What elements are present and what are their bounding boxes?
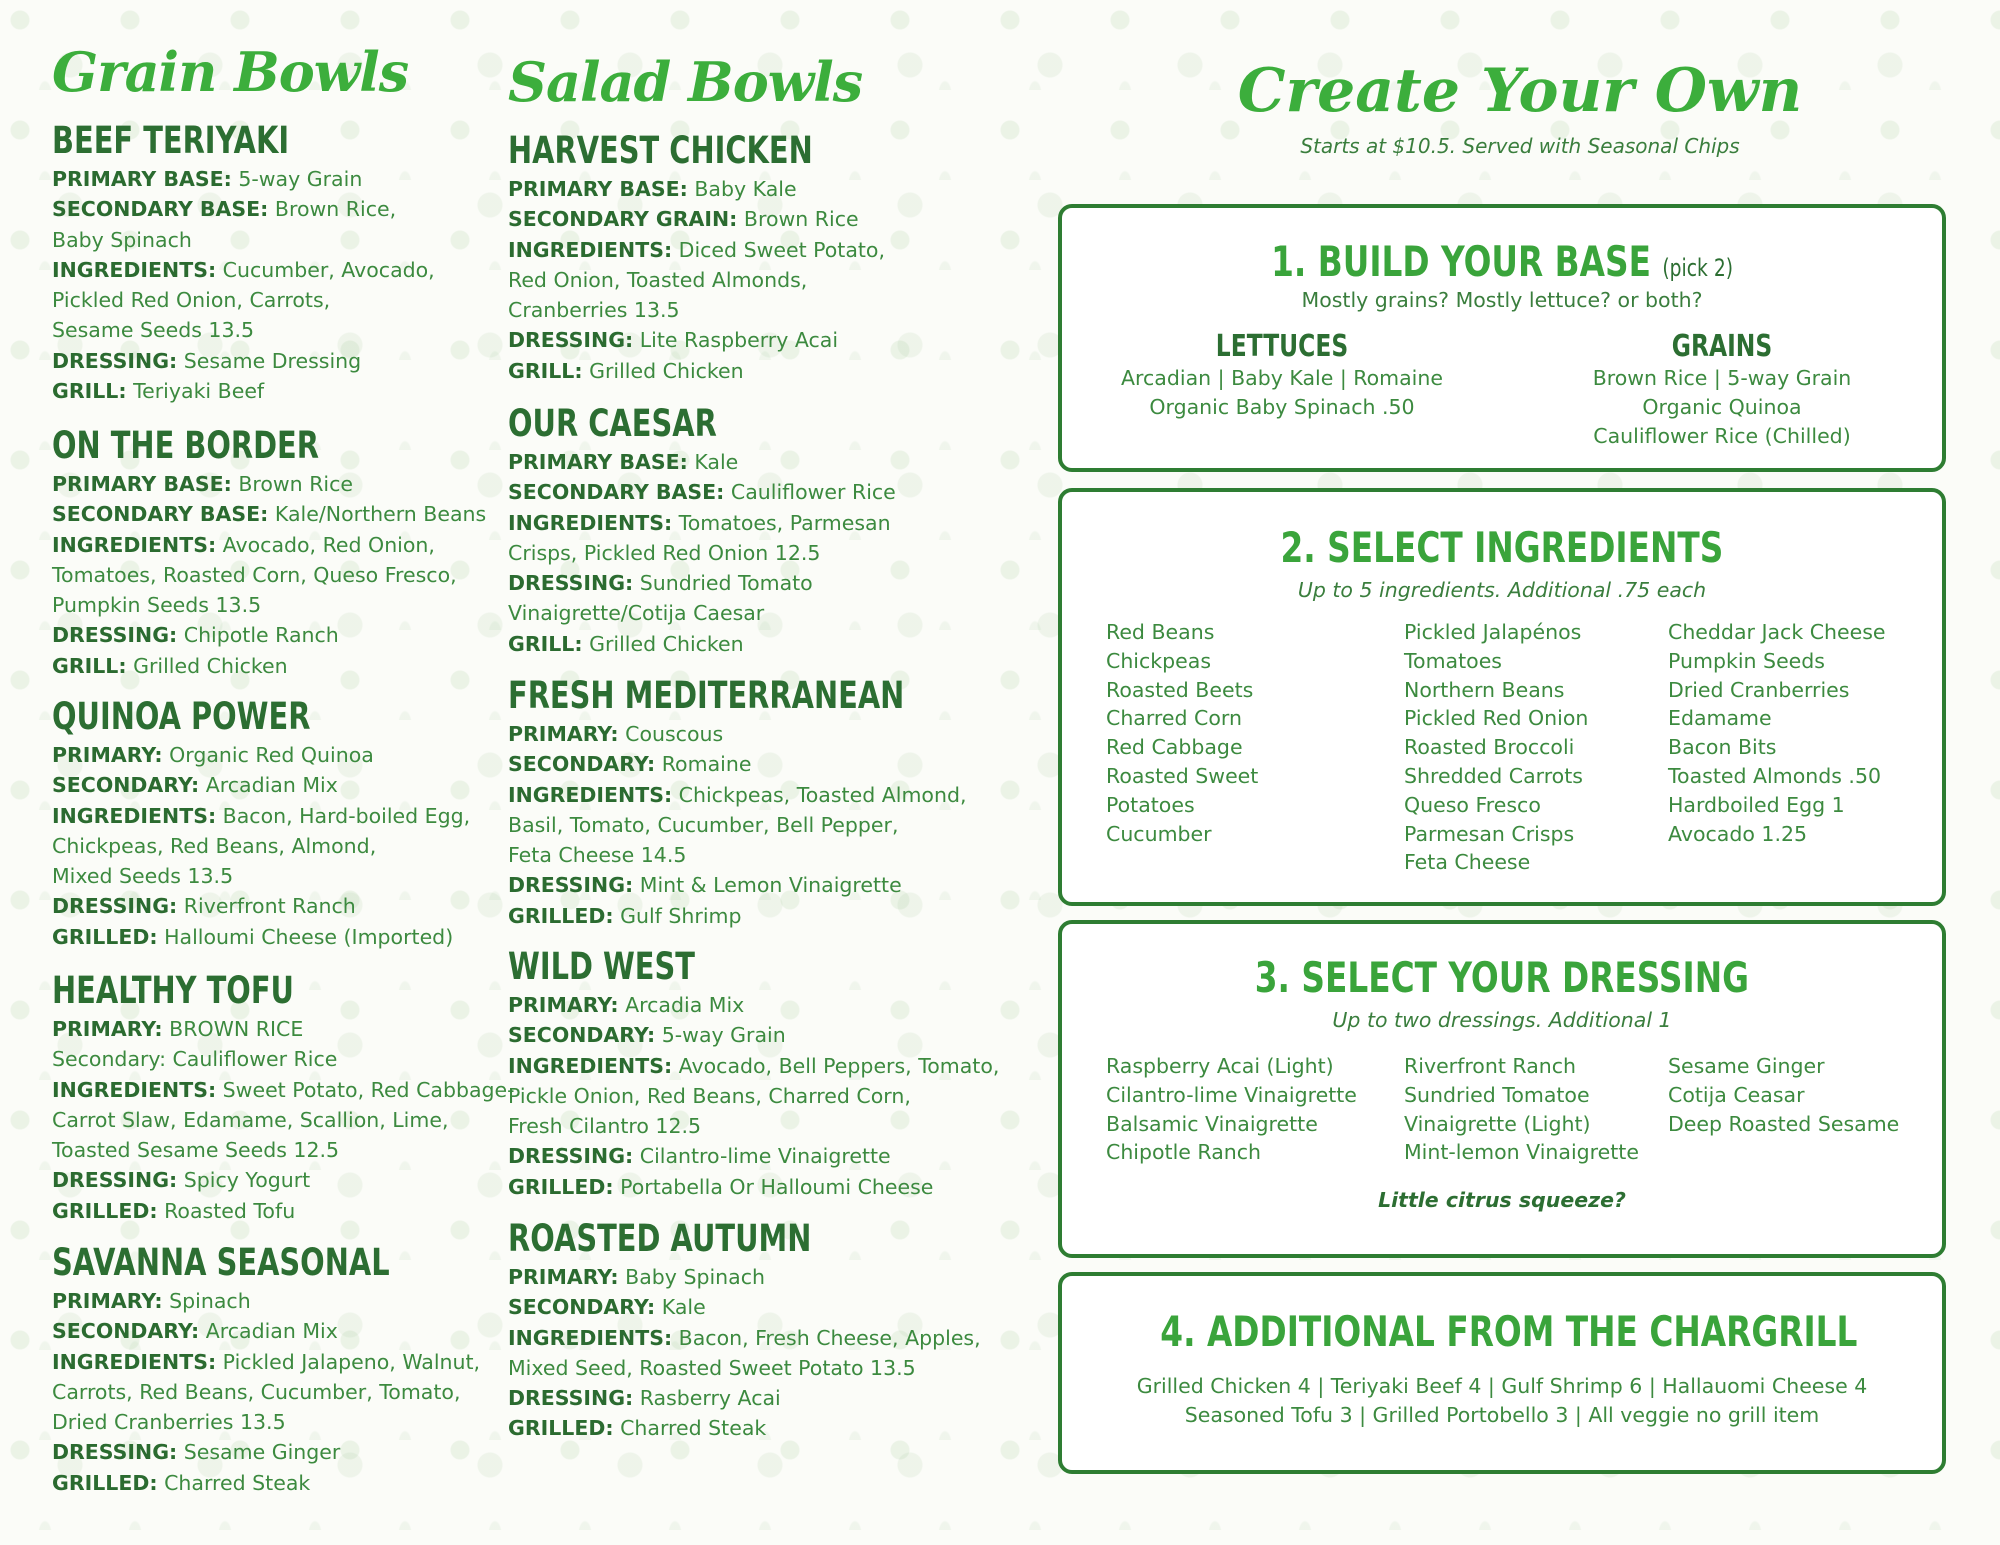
menu-item-line xyxy=(508,356,978,386)
line-label: GRILLED: xyxy=(52,1470,158,1495)
option-item: Raspberry Acai (Light) xyxy=(1106,1054,1334,1078)
menu-item-name: OUR CAESAR xyxy=(508,402,717,445)
line-label: PRIMARY BASE: xyxy=(52,472,232,496)
line-text: Sesame Dressing xyxy=(177,348,362,373)
line-text: Mint & Lemon Vinaigrette xyxy=(633,873,902,898)
line-text: Rasberry Acai xyxy=(633,1386,781,1411)
line-text: Carrot Slaw, Edamame, Scallion, Lime, xyxy=(52,1107,449,1132)
menu-item-line xyxy=(508,1020,978,1050)
option-item: Pickled Red Onion xyxy=(1404,706,1589,731)
menu-item-line xyxy=(508,295,978,325)
option-item: Toasted Almonds .50 xyxy=(1668,763,1882,788)
build-base-title-text: 1. BUILD YOUR BASE xyxy=(1271,237,1651,286)
menu-item-line xyxy=(508,719,978,749)
line-label: DRESSING: xyxy=(52,1440,178,1465)
line-text: Sesame Ginger xyxy=(177,1440,341,1465)
menu-item-name: ON THE BORDER xyxy=(52,424,319,467)
line-label: INGREDIENTS: xyxy=(52,1077,217,1102)
line-text: Arcadian Mix xyxy=(199,773,338,798)
menu-item-line xyxy=(508,1323,981,1353)
menu-item-line xyxy=(52,770,492,800)
menu-item-line xyxy=(52,1377,492,1407)
line-label: GRILL: xyxy=(508,631,583,656)
menu-item-line xyxy=(52,285,492,315)
option-item: Pickled Jalapénos xyxy=(1404,620,1582,644)
menu-item xyxy=(508,403,978,659)
build-base-title xyxy=(1271,238,1733,292)
line-text: Lite Raspberry Acai xyxy=(633,328,839,353)
menu-item-line xyxy=(508,508,978,538)
line-label: GRILL: xyxy=(508,358,583,383)
grain-line: Organic Quinoa xyxy=(1642,395,1802,419)
option-item: Sundried Tomatoe xyxy=(1404,1082,1590,1107)
menu-item-line xyxy=(508,780,978,810)
line-label: INGREDIENTS: xyxy=(508,1053,673,1078)
lettuces-group xyxy=(1092,330,1472,422)
line-text: Feta Cheese 14.5 xyxy=(508,843,687,868)
line-label: SECONDARY: xyxy=(508,752,656,777)
line-label: SECONDARY: xyxy=(508,1295,656,1320)
menu-item-line xyxy=(52,1196,492,1226)
menu-item-line xyxy=(508,810,978,840)
menu-item-line xyxy=(52,801,492,831)
menu-item-line xyxy=(508,477,978,507)
line-text: Romaine xyxy=(655,752,752,777)
line-text: Grilled Chicken xyxy=(126,653,288,678)
menu-item xyxy=(52,425,492,681)
line-text: Toasted Sesame Seeds 12.5 xyxy=(52,1138,340,1163)
select-ingredients-box xyxy=(1058,488,1946,906)
dressings-column-3 xyxy=(1668,1052,1899,1138)
menu-item-line xyxy=(508,870,978,900)
menu-item-line xyxy=(508,1081,978,1111)
line-text: Cucumber, Avocado, xyxy=(216,257,435,282)
line-text: Halloumi Cheese (Imported) xyxy=(157,924,454,949)
option-item: Sesame Ginger xyxy=(1668,1054,1825,1078)
line-text: Secondary: Cauliflower Rice xyxy=(52,1047,338,1072)
line-text: Diced Sweet Potato, xyxy=(672,237,885,262)
menu-item-line xyxy=(508,840,978,870)
line-label: DRESSING: xyxy=(508,1144,634,1169)
menu-item-name: WILD WEST xyxy=(508,945,695,988)
line-text: Cranberries 13.5 xyxy=(508,298,680,323)
menu-item-line xyxy=(508,1051,1000,1081)
option-item: Cheddar Jack Cheese xyxy=(1668,620,1886,644)
line-text: Avocado, Red Onion, xyxy=(216,532,435,557)
option-item: Shredded Carrots xyxy=(1404,763,1583,788)
menu-item-line xyxy=(52,346,492,376)
menu-item-line xyxy=(52,1437,492,1467)
create-your-own-title: Create Your Own xyxy=(1237,56,1803,126)
option-item: Cilantro-lime Vinaigrette xyxy=(1106,1082,1357,1107)
menu-item-line xyxy=(508,265,978,295)
line-label: INGREDIENTS: xyxy=(508,510,673,535)
grain-line: Cauliflower Rice (Chilled) xyxy=(1593,424,1851,448)
option-item: Balsamic Vinaigrette xyxy=(1106,1111,1318,1136)
pick-count: (pick 2) xyxy=(1662,254,1733,282)
menu-item-name: SAVANNA SEASONAL xyxy=(52,1241,390,1284)
citrus-note: Little citrus squeeze? xyxy=(1378,1188,1626,1212)
line-text: 5-way Grain xyxy=(231,167,363,191)
option-item: Hardboiled Egg 1 xyxy=(1668,792,1845,817)
line-label: DRESSING: xyxy=(52,623,178,648)
line-label: GRILLED: xyxy=(508,903,614,928)
grain-bowls-title: Grain Bowls xyxy=(52,40,409,104)
menu-item-line xyxy=(52,891,492,921)
menu-item-line xyxy=(52,194,492,224)
line-text: Tomatoes, Roasted Corn, Queso Fresco, xyxy=(52,562,457,587)
menu-item-line xyxy=(508,204,978,234)
line-text: Baby Kale xyxy=(687,177,797,201)
line-text: Mixed Seed, Roasted Sweet Potato 13.5 xyxy=(508,1355,916,1380)
menu-item-line xyxy=(52,861,492,891)
menu-item-line xyxy=(52,620,492,650)
menu-item-line xyxy=(52,469,492,499)
line-text: Red Onion, Toasted Almonds, xyxy=(508,267,808,292)
grains-heading: GRAINS xyxy=(1671,329,1773,364)
menu-item-line xyxy=(52,1105,492,1135)
line-label: PRIMARY BASE: xyxy=(52,167,232,191)
line-text: Grilled Chicken xyxy=(582,631,744,656)
line-text: Spinach xyxy=(162,1289,251,1313)
menu-item-name: FRESH MEDITERRANEAN xyxy=(508,674,905,717)
menu-item xyxy=(52,696,492,952)
option-item: Parmesan Crisps xyxy=(1404,821,1575,846)
line-text: Avocado, Bell Peppers, Tomato, xyxy=(672,1053,1000,1078)
select-ingredients-title: 2. SELECT INGREDIENTS xyxy=(1280,523,1724,572)
line-text: Grilled Chicken xyxy=(582,358,744,383)
menu-item-name: ROASTED AUTUMN xyxy=(508,1217,812,1260)
line-label: DRESSING: xyxy=(52,348,178,373)
menu-item-line xyxy=(52,530,492,560)
option-item: Riverfront Ranch xyxy=(1404,1054,1577,1078)
line-label: INGREDIENTS: xyxy=(52,532,217,557)
line-text: Sundried Tomato xyxy=(633,571,813,596)
line-label: SECONDARY: xyxy=(508,1023,656,1048)
menu-item-line xyxy=(508,174,978,204)
lettuces-heading: LETTUCES xyxy=(1215,329,1349,364)
menu-item-line xyxy=(52,1165,492,1195)
menu-item-line xyxy=(52,1407,492,1437)
menu-item xyxy=(508,675,978,931)
option-item: Cotija Ceasar xyxy=(1668,1082,1805,1107)
option-item: Queso Fresco xyxy=(1404,792,1541,817)
line-label: INGREDIENTS: xyxy=(508,782,673,807)
menu-item-name: QUINOA POWER xyxy=(52,695,311,738)
line-text: Portabella Or Halloumi Cheese xyxy=(613,1174,934,1199)
line-label: PRIMARY: xyxy=(52,1289,163,1313)
menu-item-line xyxy=(508,629,978,659)
menu-item-line xyxy=(508,1292,978,1322)
line-label: SECONDARY BASE: xyxy=(508,480,725,505)
ingredients-column-2 xyxy=(1404,618,1588,877)
line-text: Pumpkin Seeds 13.5 xyxy=(52,593,262,618)
menu-item-line xyxy=(52,651,492,681)
line-text: Cilantro-lime Vinaigrette xyxy=(633,1144,891,1169)
menu-item-line xyxy=(508,1262,978,1292)
menu-item-line xyxy=(52,1316,492,1346)
menu-item xyxy=(508,1217,981,1444)
dressings-column-2 xyxy=(1404,1052,1639,1167)
line-text: Couscous xyxy=(618,722,724,746)
menu-item-line xyxy=(508,568,978,598)
line-label: SECONDARY BASE: xyxy=(52,502,269,527)
option-item: Deep Roasted Sesame xyxy=(1668,1111,1900,1136)
menu-item-line xyxy=(508,1353,978,1383)
line-text: Cauliflower Rice xyxy=(724,480,896,505)
chargrill-line-2: Seasoned Tofu 3 | Grilled Portobello 3 | All veggie no grill item xyxy=(1184,1403,1820,1427)
menu-item-line xyxy=(52,1044,492,1074)
line-label: INGREDIENTS: xyxy=(52,1349,217,1374)
line-text: Kale xyxy=(655,1295,706,1320)
menu-item-line xyxy=(508,598,978,628)
line-text: Baby Spinach xyxy=(618,1265,765,1289)
line-text: Tomatoes, Parmesan xyxy=(672,510,891,535)
line-text: Roasted Tofu xyxy=(157,1198,296,1223)
chargrill-title: 4. ADDITIONAL FROM THE CHARGRILL xyxy=(1160,1307,1858,1356)
option-item: Roasted Broccoli xyxy=(1404,735,1575,760)
line-label: GRILLED: xyxy=(508,1174,614,1199)
menu-item xyxy=(508,130,978,386)
menu-item xyxy=(52,1242,492,1498)
option-item: Feta Cheese xyxy=(1404,850,1531,875)
create-your-own-subtitle: Starts at $10.5. Served with Seasonal Chips xyxy=(1300,134,1740,158)
line-text: Brown Rice, xyxy=(268,197,397,222)
line-label: PRIMARY: xyxy=(508,722,619,746)
option-item: Red Beans xyxy=(1106,620,1215,644)
menu-item-line xyxy=(508,325,978,355)
line-text: Arcadian Mix xyxy=(199,1319,338,1344)
menu-item-name: HARVEST CHICKEN xyxy=(508,129,813,172)
line-label: INGREDIENTS: xyxy=(52,803,217,828)
build-base-box xyxy=(1058,204,1946,472)
line-label: GRILL: xyxy=(52,653,127,678)
line-label: INGREDIENTS: xyxy=(508,237,673,262)
chargrill-line-1: Grilled Chicken 4 | Teriyaki Beef 4 | Gulf Shrimp 6 | Hallauomi Cheese 4 xyxy=(1136,1374,1868,1398)
menu-item-line xyxy=(52,1135,492,1165)
menu-item-line xyxy=(52,315,492,345)
line-text: Sweet Potato, Red Cabbage- xyxy=(216,1077,515,1102)
option-item: Vinaigrette (Light) xyxy=(1404,1111,1591,1136)
menu-item-name: BEEF TERIYAKI xyxy=(52,119,290,162)
option-item: Potatoes xyxy=(1106,792,1195,817)
option-item: Mint-lemon Vinaigrette xyxy=(1404,1140,1639,1165)
line-label: PRIMARY: xyxy=(508,993,619,1017)
menu-item-line xyxy=(508,1141,978,1171)
line-label: SECONDARY: xyxy=(52,773,200,798)
option-item: Pumpkin Seeds xyxy=(1668,648,1825,673)
option-item: Cucumber xyxy=(1106,821,1212,846)
menu-item-line xyxy=(508,1172,978,1202)
option-item: Tomatoes xyxy=(1404,648,1502,673)
menu-item-name: HEALTHY TOFU xyxy=(52,969,294,1012)
line-text: Spicy Yogurt xyxy=(177,1168,311,1193)
line-text: Gulf Shrimp xyxy=(613,903,742,928)
line-label: DRESSING: xyxy=(508,1386,634,1411)
select-dressing-box xyxy=(1058,920,1946,1258)
menu-item-line xyxy=(52,499,492,529)
salad-bowls-title: Salad Bowls xyxy=(508,50,863,114)
line-label: PRIMARY: xyxy=(52,1017,163,1041)
line-text: Mixed Seeds 13.5 xyxy=(52,864,234,889)
grain-line: Brown Rice | 5-way Grain xyxy=(1592,366,1852,390)
dressings-column-1 xyxy=(1106,1052,1357,1167)
line-label: INGREDIENTS: xyxy=(52,257,217,282)
line-label: PRIMARY: xyxy=(508,1265,619,1289)
line-label: INGREDIENTS: xyxy=(508,1325,673,1350)
select-dressing-title: 3. SELECT YOUR DRESSING xyxy=(1254,953,1750,1002)
line-text: Basil, Tomato, Cucumber, Bell Pepper, xyxy=(508,812,899,837)
menu-item-line xyxy=(508,990,978,1020)
menu-item-line xyxy=(52,255,492,285)
menu-item xyxy=(52,969,515,1226)
menu-item-line xyxy=(52,922,492,952)
line-text: Vinaigrette/Cotija Caesar xyxy=(508,601,765,626)
menu-item-line xyxy=(52,376,492,406)
line-text: Bacon, Fresh Cheese, Apples, xyxy=(672,1325,981,1350)
line-label: GRILLED: xyxy=(508,1416,614,1441)
line-text: Bacon, Hard-boiled Egg, xyxy=(216,803,471,828)
line-text: Carrots, Red Beans, Cucumber, Tomato, xyxy=(52,1379,461,1404)
menu-item-line xyxy=(52,740,492,770)
line-text: Pickled Red Onion, Carrots, xyxy=(52,288,331,313)
ingredients-note: Up to 5 ingredients. Additional .75 each xyxy=(1297,578,1707,602)
menu-item-line xyxy=(52,225,492,255)
grains-group xyxy=(1542,330,1902,451)
menu-item xyxy=(508,945,1000,1202)
menu-item-line xyxy=(52,590,492,620)
menu-item-line xyxy=(52,831,492,861)
menu-item-line xyxy=(52,1286,492,1316)
line-text: Chickpeas, Red Beans, Almond, xyxy=(52,833,377,858)
line-text: 5-way Grain xyxy=(655,1023,786,1048)
lettuce-line: Arcadian | Baby Kale | Romaine xyxy=(1121,366,1443,390)
line-label: PRIMARY: xyxy=(52,743,163,767)
line-text: Organic Red Quinoa xyxy=(162,743,374,767)
option-item: Roasted Sweet xyxy=(1106,763,1259,788)
line-text: Dried Cranberries 13.5 xyxy=(52,1410,286,1435)
line-text: Kale/Northern Beans xyxy=(268,502,487,527)
menu-item-line xyxy=(508,1413,978,1443)
menu-item-line xyxy=(508,901,978,931)
lettuce-line: Organic Baby Spinach .50 xyxy=(1149,395,1415,419)
line-text: Brown Rice xyxy=(231,472,354,496)
line-text: Crisps, Pickled Red Onion 12.5 xyxy=(508,540,821,565)
option-item: Northern Beans xyxy=(1404,677,1565,702)
line-label: DRESSING: xyxy=(52,894,178,919)
line-label: SECONDARY: xyxy=(52,1319,200,1344)
option-item: Chipotle Ranch xyxy=(1106,1140,1262,1165)
line-text: Kale xyxy=(687,450,739,474)
option-item: Bacon Bits xyxy=(1668,735,1777,760)
menu-item-line xyxy=(52,1014,492,1044)
line-label: GRILLED: xyxy=(52,924,158,949)
line-label: PRIMARY BASE: xyxy=(508,450,688,474)
line-text: Chipotle Ranch xyxy=(177,623,339,648)
option-item: Avocado 1.25 xyxy=(1668,821,1808,846)
menu-item-line xyxy=(508,1111,978,1141)
line-text: Arcadia Mix xyxy=(618,993,745,1017)
line-text: Teriyaki Beef xyxy=(126,379,265,404)
line-label: SECONDARY BASE: xyxy=(52,197,269,222)
menu-item-line xyxy=(508,749,978,779)
line-text: Brown Rice xyxy=(737,207,859,232)
option-item: Roasted Beets xyxy=(1106,677,1254,702)
option-item: Charred Corn xyxy=(1106,706,1242,731)
chargrill-box xyxy=(1058,1272,1946,1474)
line-text: Pickled Jalapeno, Walnut, xyxy=(216,1349,481,1374)
option-item: Red Cabbage xyxy=(1106,735,1243,760)
menu-item-line xyxy=(52,560,492,590)
line-text: Fresh Cilantro 12.5 xyxy=(508,1114,702,1139)
line-text: Chickpeas, Toasted Almond, xyxy=(672,782,967,807)
line-text: BROWN RICE xyxy=(162,1017,304,1041)
menu-item xyxy=(52,120,492,406)
line-label: DRESSING: xyxy=(508,873,634,898)
line-text: Sesame Seeds 13.5 xyxy=(52,318,255,343)
dressing-note: Up to two dressings. Additional 1 xyxy=(1332,1008,1672,1032)
menu-item-line xyxy=(52,164,492,194)
option-item: Edamame xyxy=(1668,706,1772,731)
menu-item-line xyxy=(52,1347,492,1377)
line-label: PRIMARY BASE: xyxy=(508,177,688,201)
menu-item-line xyxy=(52,1468,492,1498)
line-text: Charred Steak xyxy=(157,1470,311,1495)
ingredients-column-1 xyxy=(1106,618,1258,848)
line-text: Riverfront Ranch xyxy=(177,894,356,919)
line-label: DRESSING: xyxy=(508,571,634,596)
line-text: Charred Steak xyxy=(613,1416,767,1441)
line-label: SECONDARY GRAIN: xyxy=(508,207,738,232)
option-item: Dried Cranberries xyxy=(1668,677,1850,702)
menu-item-line xyxy=(52,1075,515,1105)
build-base-note: Mostly grains? Mostly lettuce? or both? xyxy=(1301,288,1703,312)
option-item: Chickpeas xyxy=(1106,648,1212,673)
menu-item-line xyxy=(508,538,978,568)
menu-item-line xyxy=(508,1383,978,1413)
line-label: GRILLED: xyxy=(52,1198,158,1223)
line-label: DRESSING: xyxy=(508,328,634,353)
line-text: Baby Spinach xyxy=(52,227,192,252)
menu-item-line xyxy=(508,447,978,477)
line-label: GRILL: xyxy=(52,379,127,404)
line-label: DRESSING: xyxy=(52,1168,178,1193)
ingredients-column-3 xyxy=(1668,618,1886,848)
line-text: Pickle Onion, Red Beans, Charred Corn, xyxy=(508,1083,911,1108)
menu-item-line xyxy=(508,235,978,265)
